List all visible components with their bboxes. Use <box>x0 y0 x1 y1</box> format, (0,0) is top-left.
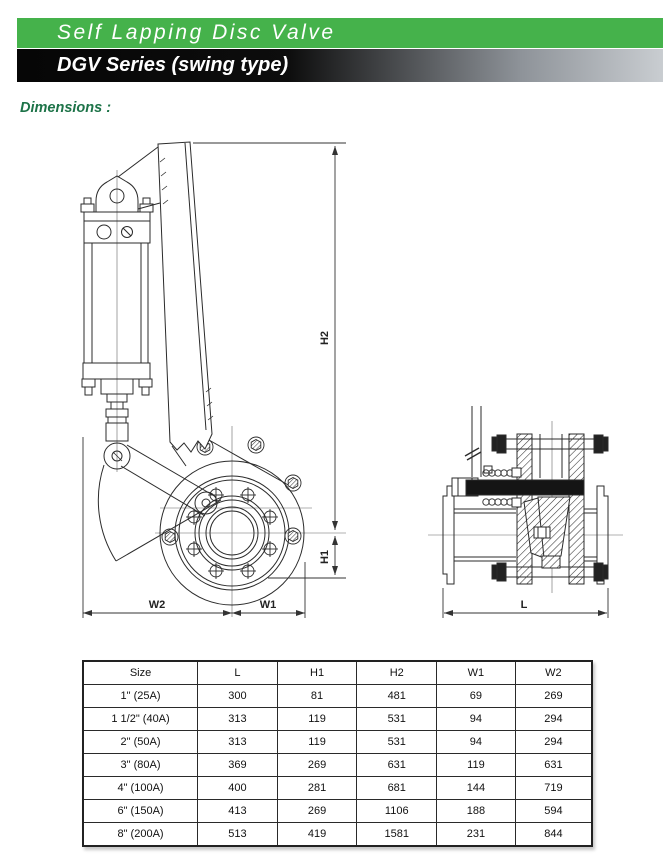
table-row: 1 1/2" (40A) 313 119 531 94 294 <box>83 708 592 731</box>
front-view-centerlines <box>117 170 346 617</box>
swing-sector <box>98 465 221 561</box>
side-lever <box>465 406 492 477</box>
page-title: Self Lapping Disc Valve <box>17 18 663 48</box>
dimensions-section-label: Dimensions : <box>20 100 112 116</box>
dimension-w1-label: W1 <box>259 599 277 611</box>
front-view-drawing <box>81 142 346 618</box>
table-row: 3" (80A) 369 269 631 119 631 <box>83 754 592 777</box>
lever-bar <box>118 142 213 452</box>
col-header-h1: H1 <box>277 661 357 685</box>
dimensions-table <box>82 660 593 847</box>
series-subtitle: DGV Series (swing type) <box>17 49 663 82</box>
col-header-w1: W1 <box>437 661 516 685</box>
table-header-row <box>83 661 592 685</box>
col-header-w2: W2 <box>515 661 592 685</box>
dimension-h2-label: H2 <box>319 330 331 346</box>
dimension-w2-label: W2 <box>148 599 166 611</box>
dimension-l-label: L <box>520 599 528 611</box>
side-view-drawing <box>428 406 623 618</box>
col-header-size: Size <box>83 661 198 685</box>
col-header-l: L <box>198 661 278 685</box>
col-header-h2: H2 <box>357 661 437 685</box>
table-row: 4" (100A) 400 281 681 144 719 <box>83 777 592 800</box>
table-row: 1" (25A) 300 81 481 69 269 <box>83 685 592 708</box>
table-row: 8" (200A) 513 419 1581 231 844 <box>83 823 592 847</box>
dimension-h1-label: H1 <box>319 549 331 565</box>
table-row: 2" (50A) 313 119 531 94 294 <box>83 731 592 754</box>
table-row: 6" (150A) 413 269 1106 188 594 <box>83 800 592 823</box>
lever-arm <box>121 445 216 516</box>
